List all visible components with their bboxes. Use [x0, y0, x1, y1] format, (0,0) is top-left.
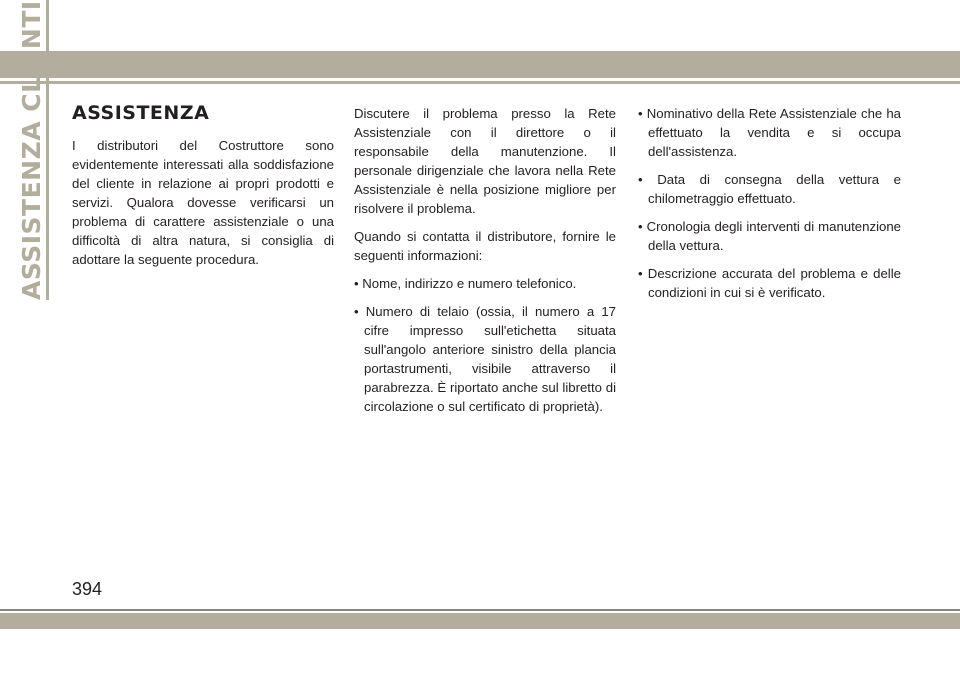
footer-rule — [0, 609, 960, 611]
paragraph-contact: Quando si contatta il distributore, fornire le seguenti informazioni: — [354, 229, 616, 263]
column-3 — [638, 104, 901, 311]
column-2 — [354, 104, 616, 425]
list-item: • Nominativo della Rete Assistenziale che ha effettuato la vendita e si occupa dell'assistenza. — [638, 106, 901, 159]
footer-band — [0, 613, 960, 629]
list-item: • Data di consegna della vettura e chilometraggio effettuato. — [638, 172, 901, 206]
column-1 — [72, 104, 334, 278]
list-item: • Nome, indirizzo e numero telefonico. — [354, 276, 577, 291]
page-number: 394 — [72, 579, 103, 599]
section-title: ASSISTENZA — [72, 102, 210, 124]
intro-paragraph: I distributori del Costruttore sono evidentemente interessati alla soddisfazione del cliente in relazione ai propri prodotti e servizi. Qualora dovesse verificarsi un problema di carattere assistenziale o una difficoltà di altra natura, si consiglia di adottare la seguente procedura. — [72, 138, 334, 267]
header-band — [0, 51, 960, 78]
side-tab-label: ASSISTENZA CLIENTI — [19, 0, 49, 300]
header-rule — [0, 81, 960, 84]
list-item: • Descrizione accurata del problema e delle condizioni in cui si è verificato. — [638, 266, 901, 300]
list-item: • Cronologia degli interventi di manutenzione della vettura. — [638, 219, 901, 253]
paragraph-discuss: Discutere il problema presso la Rete Assistenziale con il direttore o il responsabile della manutenzione. Il personale dirigenziale che lavora nella Rete Assistenziale è nella posizione migliore per risolvere il problema. — [354, 106, 616, 216]
list-item: • Numero di telaio (ossia, il numero a 17 cifre impresso sull'etichetta situata sull'angolo anteriore sinistro della plancia portastrumenti, visibile attraverso il parabrezza. È riportato anche sul libretto di circolazione o sul certificato di proprietà). — [354, 304, 616, 414]
